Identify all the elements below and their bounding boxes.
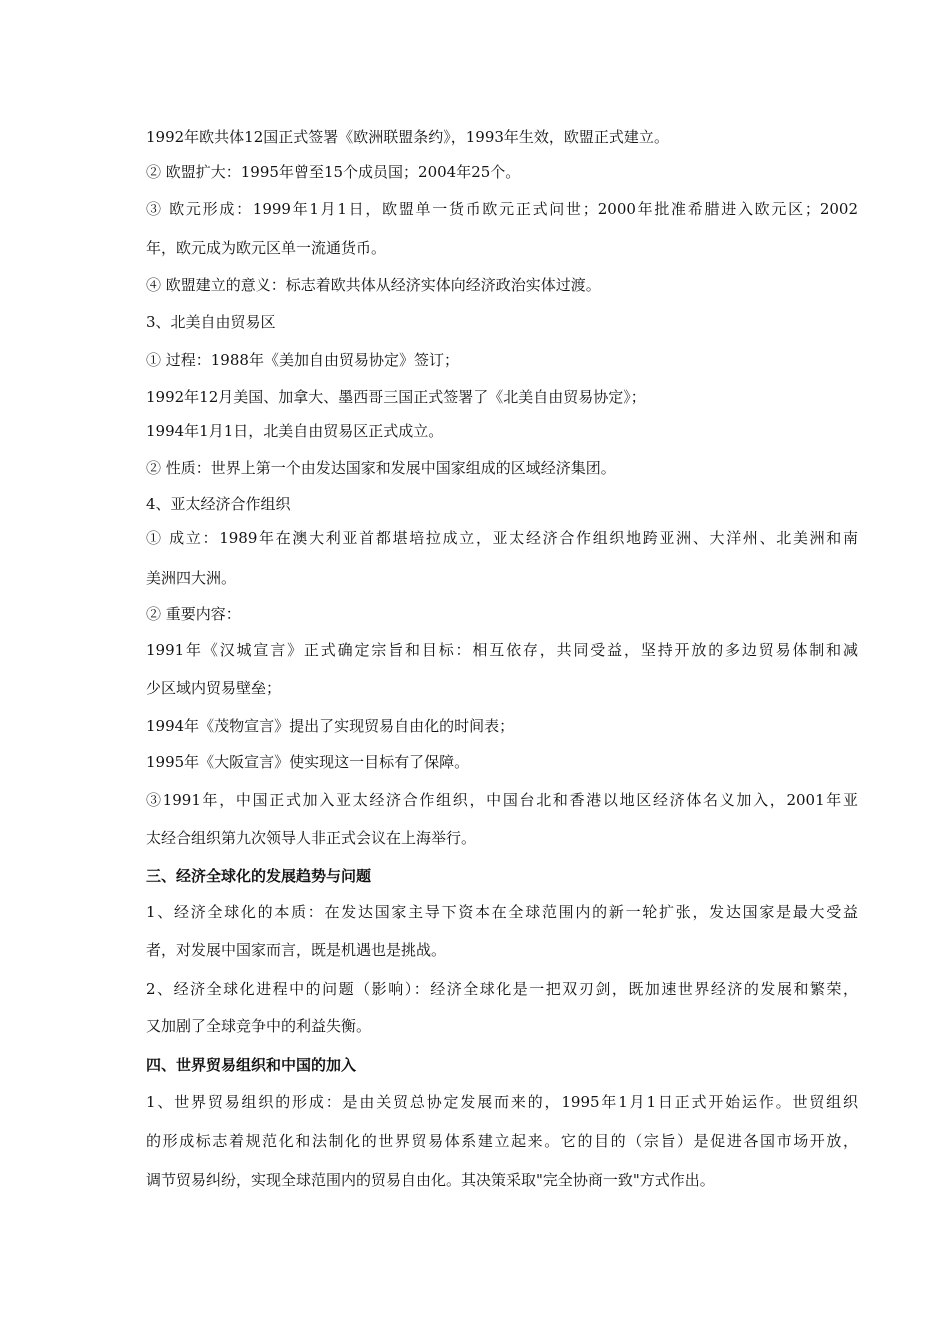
text-line: 者，对发展中国家而言，既是机遇也是挑战。	[146, 941, 447, 959]
text-line: 1991年《汉城宣言》正式确定宗旨和目标：相互依存，共同受益，坚持开放的多边贸易体制和减	[146, 641, 858, 659]
text-line: ② 性质：世界上第一个由发达国家和发展中国家组成的区域经济集团。	[146, 459, 616, 477]
text-line: ③1991年，中国正式加入亚太经济合作组织，中国台北和香港以地区经济体名义加入，2001年亚	[146, 791, 858, 809]
text-line: 太经合组织第九次领导人非正式会议在上海举行。	[146, 829, 477, 847]
text-line: 又加剧了全球竞争中的利益失衡。	[146, 1017, 372, 1035]
text-line: ③ 欧元形成：1999年1月1日，欧盟单一货币欧元正式问世；2000年批准希腊进入欧元区；2002	[146, 200, 858, 218]
text-line: 少区域内贸易壁垒；	[146, 679, 282, 697]
text-line: 的形成标志着规范化和法制化的世界贸易体系建立起来。它的目的（宗旨）是促进各国市场开放，	[146, 1132, 858, 1150]
text-line: 1994年1月1日，北美自由贸易区正式成立。	[146, 422, 444, 440]
text-line: ④ 欧盟建立的意义：标志着欧共体从经济实体向经济政治实体过渡。	[146, 276, 601, 294]
text-line: 1、经济全球化的本质：在发达国家主导下资本在全球范围内的新一轮扩张，发达国家是最大受益	[146, 903, 858, 921]
text-line: 4、亚太经济合作组织	[146, 495, 291, 513]
section-heading: 三、经济全球化的发展趋势与问题	[146, 867, 372, 885]
text-line: ① 过程：1988年《美加自由贸易协定》签订；	[146, 351, 459, 369]
text-line: 1992年欧共体12国正式签署《欧洲联盟条约》，1993年生效，欧盟正式建立。	[146, 128, 669, 146]
text-line: 2、经济全球化进程中的问题（影响）：经济全球化是一把双刃剑，既加速世界经济的发展和繁荣，	[146, 980, 858, 998]
text-line: 年，欧元成为欧元区单一流通货币。	[146, 239, 387, 257]
text-line: 1992年12月美国、加拿大、墨西哥三国正式签署了《北美自由贸易协定》；	[146, 388, 646, 406]
text-line: 1995年《大阪宣言》使实现这一目标有了保障。	[146, 753, 470, 771]
text-line: ② 重要内容：	[146, 605, 241, 623]
text-line: 1994年《茂物宣言》提出了实现贸易自由化的时间表；	[146, 717, 515, 735]
text-line: 美洲四大洲。	[146, 569, 237, 587]
section-heading: 四、世界贸易组织和中国的加入	[146, 1056, 357, 1074]
text-line: 调节贸易纠纷，实现全球范围内的贸易自由化。其决策采取"完全协商一致"方式作出。	[146, 1171, 715, 1189]
text-line: ① 成立：1989年在澳大利亚首都堪培拉成立，亚太经济合作组织地跨亚洲、大洋州、北美洲和南	[146, 529, 858, 547]
text-line: 1、世界贸易组织的形成：是由关贸总协定发展而来的，1995年1月1日正式开始运作。世贸组织	[146, 1093, 858, 1111]
text-line: 3、北美自由贸易区	[146, 313, 276, 331]
text-line: ② 欧盟扩大：1995年曾至15个成员国；2004年25个。	[146, 163, 521, 181]
